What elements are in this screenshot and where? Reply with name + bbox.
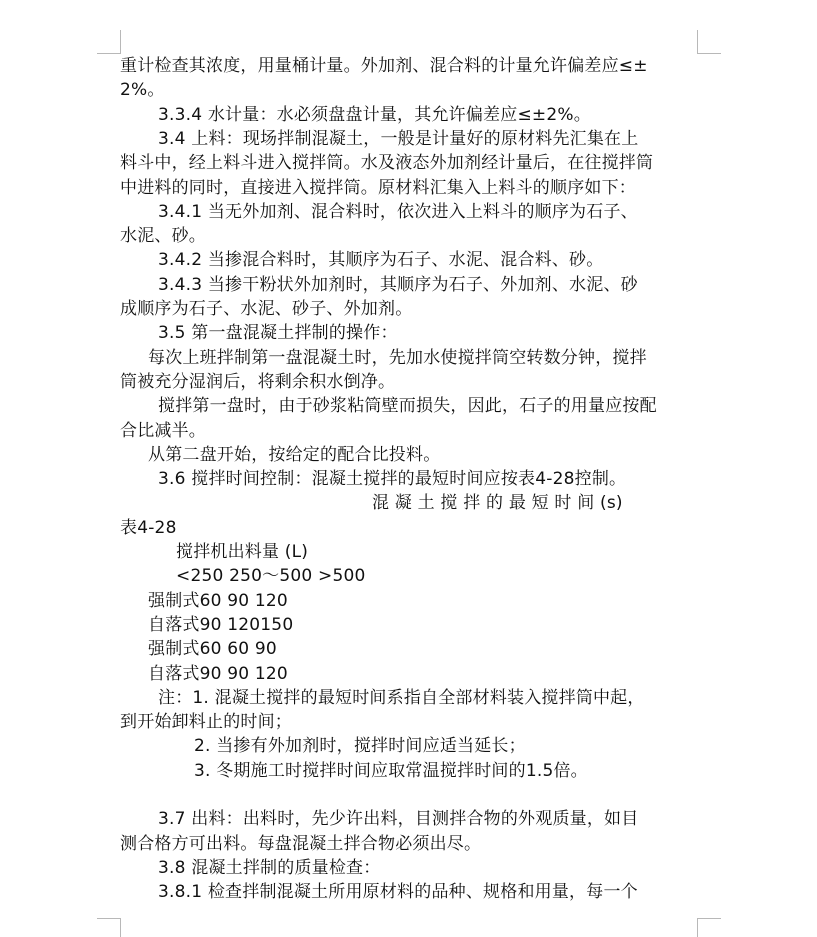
crop-mark-top-right-h — [697, 53, 721, 54]
text-line: 3.4.3 当掺干粉状外加剂时，其顺序为石子、外加剂、水泥、砂 — [158, 274, 638, 295]
text-line: 3.4.2 当掺混合料时，其顺序为石子、水泥、混合料、砂。 — [158, 250, 604, 271]
crop-mark-top-right-v — [697, 30, 698, 54]
text-line: 强制式60 90 120 — [148, 590, 288, 611]
text-line: <250 250～500 >500 — [176, 566, 366, 587]
crop-mark-top-left-v — [120, 30, 121, 54]
crop-mark-top-left-h — [97, 53, 121, 54]
text-line: 强制式60 60 90 — [148, 639, 277, 660]
text-line: 测合格方可出料。每盘混凝土拌合物必须出尽。 — [120, 833, 482, 854]
text-line: 到开始卸料止的时间； — [120, 712, 292, 733]
text-line: 2. 当掺有外加剂时，搅拌时间应适当延长； — [194, 736, 526, 757]
text-line: 成顺序为石子、水泥、砂子、外加剂。 — [120, 299, 413, 319]
text-line: 3.3.4 水计量：水必须盘盘计量，其允许偏差应≤±2%。 — [158, 104, 591, 125]
text-line: 每次上班拌制第一盘混凝土时，先加水使搅拌筒空转数分钟，搅拌 — [148, 347, 647, 368]
text-line: 水泥、砂。 — [120, 226, 206, 247]
text-line: 2%。 — [120, 80, 165, 101]
text-line: 3. 冬期施工时搅拌时间应取常温搅拌时间的1.5倍。 — [194, 760, 588, 781]
crop-mark-bottom-left-v — [120, 918, 121, 937]
crop-mark-bottom-right-h — [697, 918, 721, 919]
text-line: 注：1. 混凝土搅拌的最短时间系指自全部材料装入搅拌筒中起， — [158, 687, 645, 708]
text-line: 3.8 混凝土拌制的质量检查： — [158, 857, 381, 878]
text-line: 料斗中，经上料斗进入搅拌筒。水及液态外加剂经计量后，在往搅拌筒 — [120, 153, 654, 174]
text-line: 从第二盘开始，按给定的配合比投料。 — [148, 444, 441, 465]
text-line: 搅拌第一盘时，由于砂浆粘筒壁而损失，因此，石子的用量应按配 — [158, 396, 657, 417]
crop-mark-bottom-right-v — [697, 918, 698, 937]
text-line: 自落式90 90 120 — [148, 663, 288, 684]
text-line: 3.6 搅拌时间控制：混凝土搅拌的最短时间应按表4-28控制。 — [158, 469, 627, 490]
text-line: 3.7 出料：出料时，先少许出料，目测拌合物的外观质量，如目 — [158, 809, 639, 830]
text-line: 搅拌机出料量 (L) — [176, 542, 309, 562]
text-line: 中进料的同时，直接进入搅拌筒。原材料汇集入上料斗的顺序如下： — [120, 177, 636, 198]
text-line: 合比减半。 — [120, 420, 206, 441]
text-line: 重计检查其浓度，用量桶计量。外加剂、混合料的计量允许偏差应≤± — [120, 56, 648, 76]
text-line: 3.4 上料：现场拌制混凝土，一般是计量好的原材料先汇集在上 — [158, 128, 639, 149]
text-line: 自落式90 120150 — [148, 614, 294, 635]
crop-mark-bottom-left-h — [97, 918, 121, 919]
text-line: 混 凝 土 搅 拌 的 最 短 时 间 (s) — [372, 493, 623, 514]
text-line: 表4-28 — [120, 517, 177, 538]
text-line: 3.4.1 当无外加剂、混合料时，依次进入上料斗的顺序为石子、 — [158, 201, 638, 222]
text-line: 3.8.1 检查拌制混凝土所用原材料的品种、规格和用量，每一个 — [158, 882, 638, 903]
text-line: 筒被充分湿润后，将剩余积水倒净。 — [120, 371, 396, 392]
text-line: 3.5 第一盘混凝土拌制的操作： — [158, 323, 398, 344]
